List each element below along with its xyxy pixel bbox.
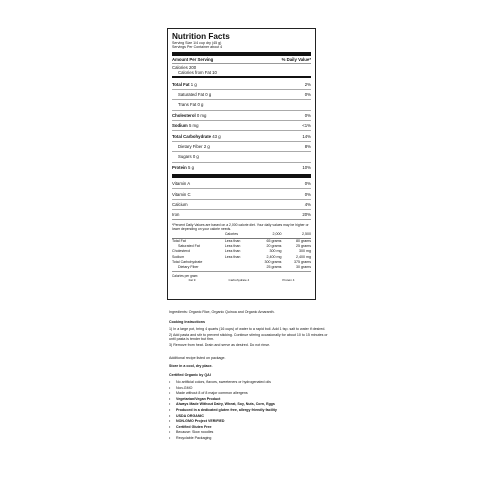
feature-text: Produced in a dedicated gluten free, allergy friendly facility [176, 407, 277, 412]
vitamin-row [172, 199, 311, 209]
divider [172, 271, 311, 272]
ingredients: Ingredients: Organic Rice, Organic Quinoa and Organic Amaranth. [169, 310, 275, 314]
nutrient-row [172, 151, 311, 161]
nutrient-dv: 8% [304, 143, 311, 149]
vitamin-label: Vitamin A [172, 181, 191, 187]
feature-text: No artificial colors, flavors, sweeteners or hydrogenated oils [176, 380, 271, 384]
daily-values-table [172, 232, 311, 270]
nutrient-row [172, 110, 311, 120]
nutrient-label: Total Fat [172, 81, 190, 87]
nutrient-row [172, 89, 311, 99]
table-cell: 300 mg [299, 249, 311, 254]
table-cell: Sodium [172, 254, 185, 259]
nutrient-amount: 0 g [192, 154, 199, 160]
amount-per-serving: Amount Per Serving [172, 56, 214, 62]
nutrient-label: Total Carbohydrate [172, 133, 212, 139]
vitamin-dv: 4% [304, 201, 311, 207]
cooking-step [169, 333, 329, 342]
feature-text: Certified Gluten Free [176, 424, 212, 429]
nutrient-dv: 0% [304, 112, 311, 118]
table-cell: Cholesterol [172, 249, 191, 254]
table-cell: 300 mg [269, 249, 282, 254]
table-cell: Less than [224, 244, 241, 249]
calories-per-gram: Calories per gram: [172, 273, 199, 278]
nutrition-facts-panel [167, 28, 316, 300]
table-cell: Less than [224, 238, 241, 243]
nutrient-label: Protein [172, 164, 187, 170]
calories-from-fat: Calories from Fat 10 [178, 70, 217, 76]
feature-item: • Always Made Without Dairy, Wheat, Soy, Nuts, Corn, Eggs [169, 402, 275, 407]
feature-item: • Non-GMO [169, 385, 193, 390]
cpg-carbohydrate: Carbohydrate 4 [228, 277, 250, 282]
table-cell: 2,000 [252, 232, 282, 238]
nutrient-row [172, 99, 311, 109]
divider-mid [172, 76, 311, 78]
feature-item: • Recyclable Packaging [169, 435, 212, 440]
feature-item: • Because: Slow noodles [169, 430, 214, 435]
feature-item: • Produced in a dedicated gluten free, allergy friendly facility [169, 407, 277, 412]
calories-block [172, 64, 311, 75]
nutrient-dv: 0% [304, 91, 311, 97]
servings-per-container: Servings Per Container about 4 [172, 45, 223, 50]
divider-thick [172, 52, 311, 56]
cooking-step-text: 3) Remove from heat. Drain and serve as desired. Do not rinse. [169, 342, 271, 347]
feature-item: • Made without 8 of 8 major common allergens [169, 391, 248, 396]
vitamin-row [172, 188, 311, 198]
nutrient-row [172, 141, 311, 151]
certified-title: Certified Organic by QAI [169, 373, 211, 377]
nutrient-row [172, 162, 311, 172]
nutrient-label: Cholesterol [172, 112, 196, 118]
table-cell: Total Carbohydrate [172, 259, 203, 264]
table-cell: 20 grams [266, 244, 282, 249]
feature-text: NON-GMO Project VERIFIED [176, 419, 225, 424]
table-cell: 300 grams [264, 259, 282, 264]
nutrient-label: Saturated Fat [178, 91, 205, 97]
vitamin-row [172, 179, 311, 188]
calories-per-gram-items [172, 278, 311, 282]
nutrient-dv: 10% [302, 164, 311, 170]
nutrient-row [172, 120, 311, 130]
vitamin-dv: 0% [304, 191, 311, 197]
table-cell: 25 grams [296, 244, 311, 249]
divider [172, 219, 311, 220]
daily-value-footnote: *Percent Daily Values are based on a 2,000 calorie diet. Your daily values may be higher or lower depending on your calorie needs. [172, 223, 309, 232]
table-cell: Less than [224, 254, 241, 259]
feature-item: • NON-GMO Project VERIFIED [169, 419, 225, 424]
calories: Calories 200 [172, 65, 197, 71]
vitamin-label: Vitamin C [172, 191, 191, 197]
feature-item: • USDA ORGANIC [169, 413, 205, 418]
nutrient-dv: 14% [302, 133, 311, 139]
nutrient-amount: 0 g [197, 102, 204, 108]
feature-item: • No artificial colors, flavors, sweeteners or hydrogenated oils [169, 380, 271, 384]
nutrient-amount: 1 g [190, 81, 197, 87]
nutrient-amount: 0 g [205, 91, 212, 97]
table-cell: Total Fat [172, 238, 186, 243]
vitamin-dv: 20% [302, 212, 311, 218]
table-cell: 80 grams [296, 238, 311, 243]
nutrient-amount: 5 mg [188, 123, 199, 129]
table-cell: 2,400 mg [266, 254, 282, 259]
nutrient-amount: 0 mg [196, 112, 207, 118]
nutrient-dv: <1% [302, 123, 311, 129]
nutrient-amount: 2 g [203, 143, 210, 149]
serving-size: Serving Size 1/4 cup dry (45 g) [172, 41, 222, 45]
panel-title: Nutrition Facts [172, 32, 230, 41]
nutrient-label: Dietary Fiber [178, 143, 203, 149]
table-cell: 375 grams [294, 259, 311, 264]
storage-note: Store in a cool, dry place. [169, 364, 213, 368]
nutrient-amount: 5 g [188, 164, 194, 170]
feature-text: USDA ORGANIC [176, 413, 205, 418]
vitamin-row [172, 209, 311, 219]
amount-header [172, 57, 311, 64]
nutrient-dv: 2% [304, 81, 311, 87]
nutrient-label: Trans Fat [178, 102, 197, 108]
nutrient-label: Sodium [172, 123, 188, 129]
vitamin-label: Calcium [172, 201, 188, 207]
nutrient-amount: 43 g [212, 133, 221, 139]
nutrient-row [172, 79, 311, 88]
table-cell: 65 grams [266, 238, 282, 243]
table-cell: 30 grams [296, 265, 311, 270]
feature-item: • Vegetarian/Vegan Product [169, 396, 221, 401]
cpg-fat: Fat 9 [188, 277, 196, 282]
nutrient-rows [172, 79, 311, 172]
table-cell: Calories [225, 232, 252, 238]
feature-item: • Certified Gluten Free [169, 424, 212, 429]
table-cell: Saturated Fat [178, 244, 200, 249]
cpg-protein: Protein 4 [282, 277, 295, 282]
feature-text: Always Made Without Dairy, Wheat, Soy, Nuts, Corn, Eggs [176, 402, 275, 407]
table-cell: Less than [224, 249, 241, 254]
cooking-steps [169, 327, 329, 348]
feature-text: Non-GMO [176, 385, 193, 390]
nutrient-row [172, 130, 311, 140]
feature-text: Made without 8 of 8 major common allergens [176, 391, 248, 396]
daily-value-header: % Daily Value* [281, 56, 311, 62]
nutrient-label: Sugars [178, 154, 192, 160]
cooking-step [169, 343, 329, 348]
vitamin-label: Iron [172, 212, 180, 218]
additional-recipe: Additional recipe listed on package. [169, 356, 226, 360]
cooking-step-text: 1) In a large pot, bring 4 quarts (16 cups) of water to a rapid boil. Add 1 tsp. salt to water if desired. [169, 327, 326, 331]
feature-list [169, 380, 329, 442]
feature-text: Recyclable Packaging [176, 435, 212, 440]
vitamin-rows [172, 179, 311, 220]
divider-thick [172, 174, 311, 178]
table-cell: 25 grams [266, 265, 282, 270]
cooking-step [169, 327, 329, 332]
cooking-step-text: 2) Add pasta and stir to prevent sticking. Continue stirring occasionally for about 10 to 15 minutes or until pasta is tender but firm. [169, 332, 328, 342]
cooking-title: Cooking Instructions [169, 320, 205, 324]
table-cell: Dietary Fiber [178, 265, 199, 270]
feature-text: Because: Slow noodles [176, 430, 214, 435]
vitamin-dv: 0% [304, 181, 311, 187]
table-cell: 2,500 [281, 232, 311, 238]
table-cell: 2,400 mg [296, 254, 311, 259]
feature-text: Vegetarian/Vegan Product [176, 396, 221, 401]
